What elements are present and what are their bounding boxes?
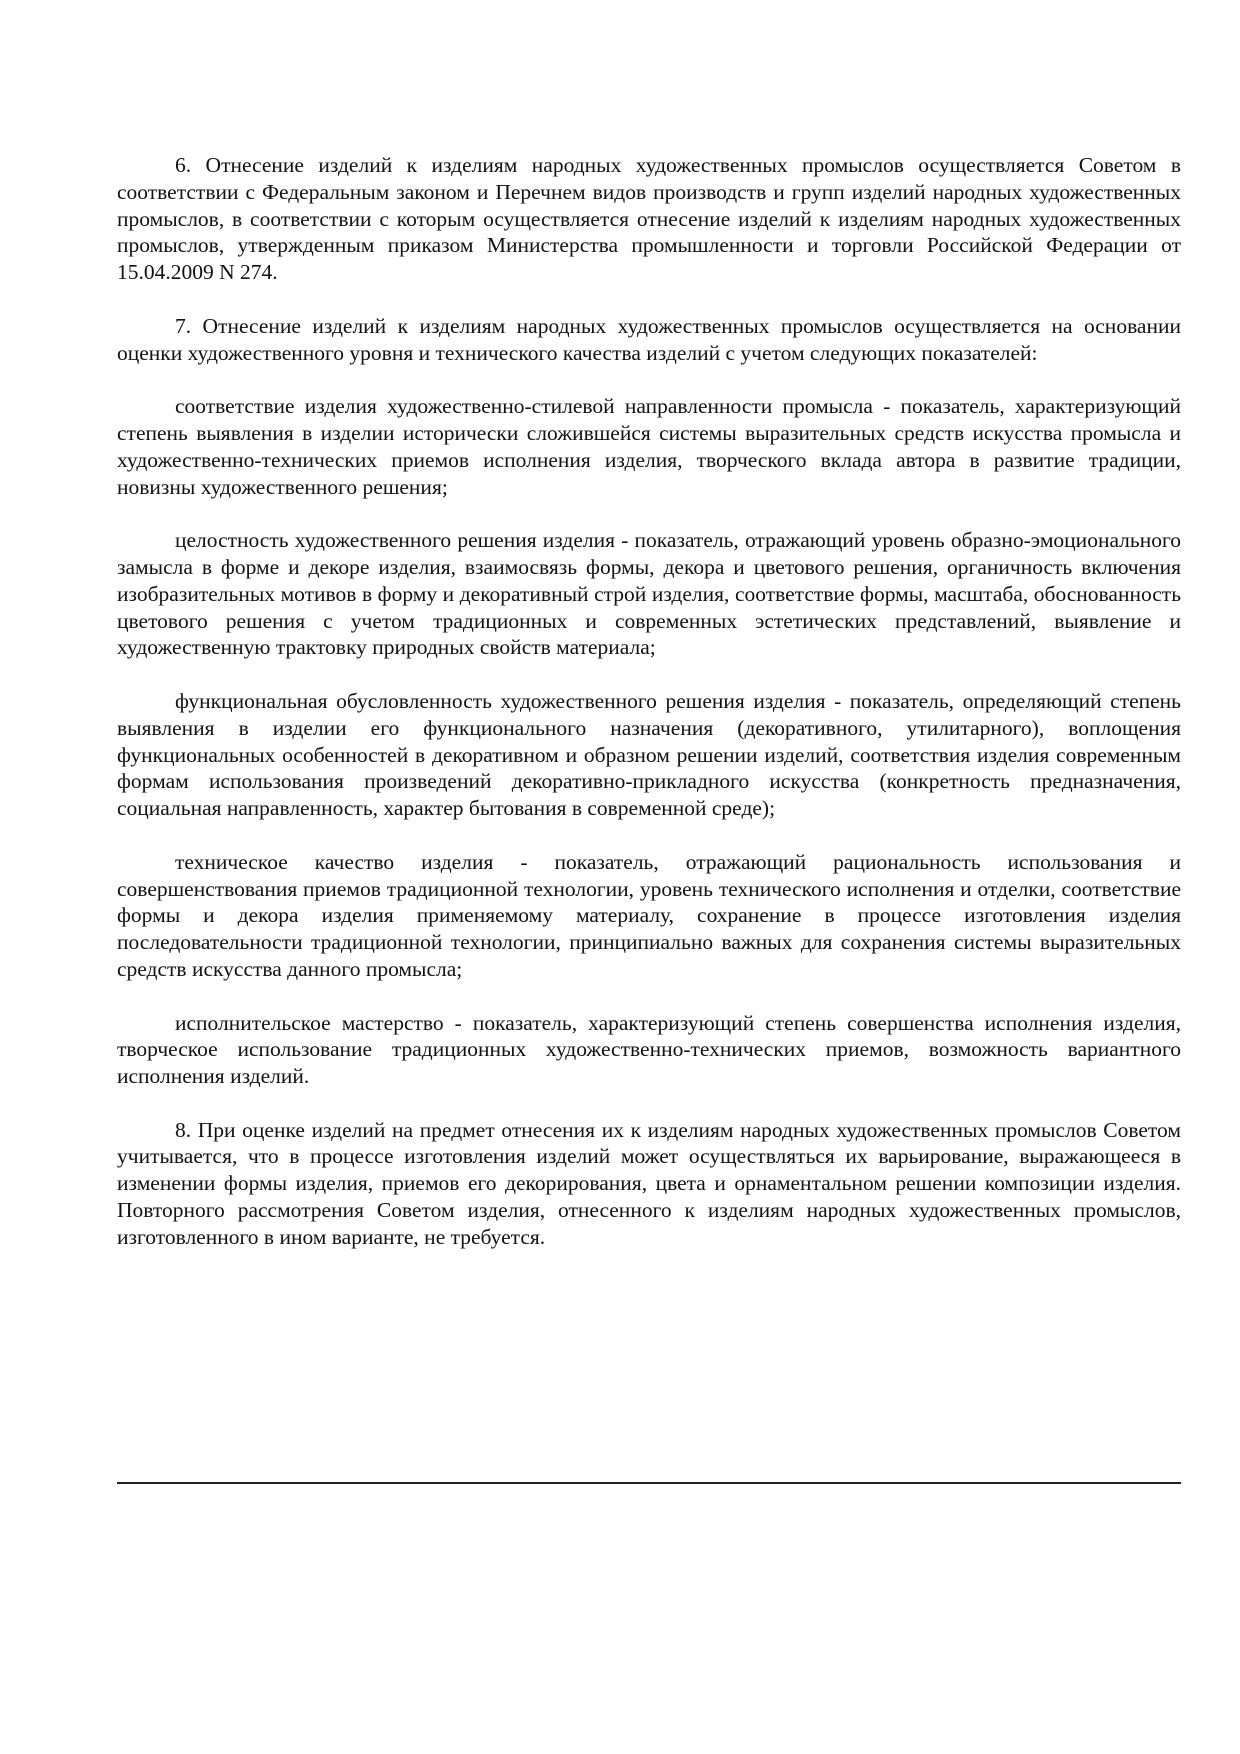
criterion-function: функциональная обусловленность художественного решения изделия - показатель, определяющий степень выявления в изделии его функционального назначения (декоративного, утилитарного), воплощения функциональных особенностей в декоративном и образном решении изделий, соответствия изделия современным формам использования произведений декоративно-прикладного искусства (конкретность предназначения, социальная направленность, характер бытования в современной среде); [117,688,1181,821]
criterion-integrity: целостность художественного решения изделия - показатель, отражающий уровень образно-эмоционального замысла в форме и декоре изделия, взаимосвязь формы, декора и цветового решения, органичность включения изобразительных мотивов в форму и декоративный строй изделия, соответствие формы, масштаба, обоснованность цветового решения с учетом традиционных и современных эстетических представлений, выявление и художественную трактовку природных свойств материала; [117,528,1181,660]
footnote-divider [117,1482,1181,1484]
paragraph-6: 6. Отнесение изделий к изделиям народных художественных промыслов осуществляется Советом в соответствии с Федеральным законом и Перечнем видов производств и групп изделий народных художественных промыслов, в соответствии с которым осуществляется отнесение изделий к изделиям народных художественных промыслов, утвержденным приказом Министерства промышленности и торговли Российской Федерации от 15.04.2009 N 274. [117,153,1181,285]
paragraph-8: 8. При оценке изделий на предмет отнесения их к изделиям народных художественных промыслов Советом учитывается, что в процессе изготовления изделий может осуществляться их варьирование, выражающееся в изменении формы изделия, приемов его декорирования, цвета и орнаментальном решении композиции изделия. Повторного рассмотрения Советом изделия, отнесенного к изделиям народных художественных промыслов, изготовленного в ином варианте, не требуется. [117,1117,1181,1249]
criterion-style: соответствие изделия художественно-стилевой направленности промысла - показатель, характеризующий степень выявления в изделии исторически сложившейся системы выразительных средств искусства промысла и художественно-технических приемов исполнения изделия, творческого вклада автора в развитие традиции, новизны художественного решения; [117,394,1181,499]
document-body [117,152,1181,1277]
paragraph-7: 7. Отнесение изделий к изделиям народных художественных промыслов осуществляется на основании оценки художественного уровня и технического качества изделий с учетом следующих показателей: [117,313,1181,365]
criterion-craftsmanship: исполнительское мастерство - показатель, характеризующий степень совершенства исполнения изделия, творческое использование традиционных художественно-технических приемов, возможность вариантного исполнения изделий. [117,1010,1181,1089]
criterion-technical-quality: техническое качество изделия - показатель, отражающий рациональность использования и совершенствования приемов традиционной технологии, уровень технического исполнения и отделки, соответствие формы и декора изделия применяемому материалу, сохранение в процессе изготовления изделия последовательности традиционной технологии, принципиально важных для сохранения системы выразительных средств искусства данного промысла; [117,849,1181,981]
